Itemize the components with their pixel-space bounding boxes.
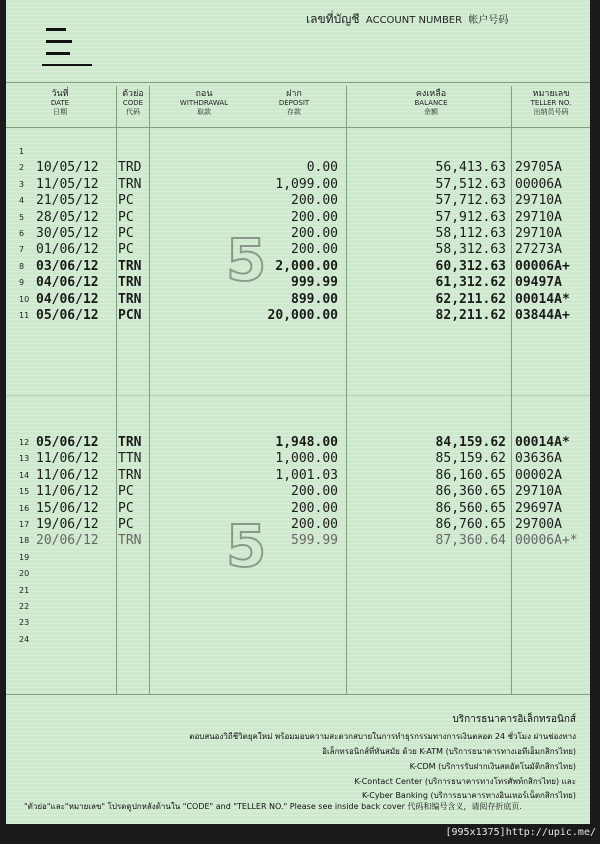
row-number: 14: [19, 470, 30, 480]
row-number: 6: [19, 229, 25, 238]
watermark-digit: 5: [226, 512, 267, 580]
transaction-date: 20/06/12: [36, 533, 99, 549]
transaction-balance: 57,712.63: [435, 193, 506, 209]
transaction-code: TRN: [118, 258, 142, 274]
transaction-balance: 86,360.65: [435, 484, 506, 500]
transaction-amount: 899.00: [291, 291, 338, 307]
transaction-teller-no: 29710A: [515, 226, 562, 241]
transaction-amount: 1,000.00: [275, 451, 338, 467]
row-number: 8: [19, 261, 25, 271]
row-number: 3: [19, 179, 25, 189]
row-number: 21: [19, 585, 30, 595]
transaction-balance: 62,211.62: [435, 291, 506, 307]
transaction-code: TRN: [118, 467, 142, 483]
transaction-amount: 200.00: [291, 226, 338, 241]
row-number: 9: [19, 278, 25, 288]
transaction-amount: 599.99: [291, 533, 338, 549]
transaction-code: TTN: [118, 451, 142, 467]
row-number: 10: [19, 294, 30, 304]
transaction-code: TRN: [118, 275, 142, 291]
row-number: 18: [19, 536, 30, 546]
header-top-rule: [6, 82, 590, 83]
header-deposit: ฝาก DEPOSIT 存款: [278, 89, 310, 116]
transaction-teller-no: 00006A+: [515, 258, 570, 274]
transaction-code: TRN: [118, 435, 142, 450]
transaction-date: 01/06/12: [36, 242, 99, 258]
row-number: 16: [19, 503, 30, 513]
header-code: ตัวย่อ CODE 代码: [122, 89, 144, 116]
transaction-teller-no: 27273A: [515, 242, 562, 258]
transaction-code: PC: [118, 484, 134, 500]
transaction-teller-no: 29700A: [515, 517, 562, 532]
transaction-amount: 1,099.00: [275, 176, 338, 192]
footer-title: บริการธนาคารอิเล็กทรอนิกส์: [452, 714, 576, 725]
transaction-date: 10/05/12: [36, 160, 99, 176]
row-number: 5: [19, 212, 25, 222]
row-number: 22: [19, 602, 30, 611]
transaction-amount: 200.00: [291, 517, 338, 532]
transaction-balance: 82,211.62: [435, 308, 506, 323]
table-bottom-rule: [6, 694, 590, 695]
passbook-page: [6, 0, 590, 824]
col-divider-balance: [511, 86, 512, 694]
transaction-date: 21/05/12: [36, 193, 99, 209]
transaction-amount: 200.00: [291, 193, 338, 209]
header-bottom-rule: [6, 127, 590, 128]
transaction-amount: 200.00: [291, 242, 338, 258]
row-number: 24: [19, 634, 30, 644]
transaction-code: PC: [118, 226, 134, 241]
transaction-balance: 61,312.62: [435, 275, 506, 291]
transaction-code: PCN: [118, 308, 142, 323]
transaction-balance: 56,413.63: [435, 160, 506, 176]
transaction-balance: 85,159.62: [435, 451, 506, 467]
image-tag: [995x1375]http://upic.me/: [445, 827, 596, 838]
transaction-balance: 86,760.65: [435, 517, 506, 532]
transaction-teller-no: 29710A: [515, 193, 562, 209]
transaction-amount: 1,948.00: [275, 435, 338, 450]
row-number: 15: [19, 487, 30, 497]
transaction-balance: 60,312.63: [435, 258, 506, 274]
page-fold-line: [6, 395, 590, 396]
col-divider-deposit: [346, 86, 347, 694]
footer-line: K-Contact Center (บริการธนาคารทางโทรศัพท์กสิกรไทย) และ: [354, 777, 576, 786]
header-teller-no: หมายเลข TELLER NO. 出纳员号码: [530, 89, 572, 116]
footer-line: K-CDM (บริการรับฝากเงินสดอัตโนมัติกสิกรไทย): [409, 762, 576, 771]
header-withdrawal: ถอน WITHDRAWAL 取款: [179, 89, 229, 116]
footer-line: K-Cyber Banking (บริการธนาคารทางอินเทอร์เน็ตกสิกรไทย): [362, 791, 576, 800]
transaction-teller-no: 29710A: [515, 209, 562, 225]
row-number: 19: [19, 552, 30, 562]
row-number: 13: [19, 454, 30, 464]
row-number: 17: [19, 520, 30, 529]
transaction-date: 11/06/12: [36, 467, 99, 483]
watermark-digit: 5: [226, 226, 267, 294]
transaction-date: 03/06/12: [36, 258, 99, 274]
transaction-date: 11/06/12: [36, 451, 99, 467]
col-divider-code: [149, 86, 150, 694]
transaction-code: PC: [118, 209, 134, 225]
transaction-date: 05/06/12: [36, 308, 99, 323]
transaction-balance: 58,312.63: [435, 242, 506, 258]
transaction-teller-no: 29697A: [515, 500, 562, 516]
transaction-teller-no: 03844A+: [515, 308, 570, 323]
col-divider-date: [116, 86, 117, 694]
transaction-date: 15/06/12: [36, 500, 99, 516]
transaction-teller-no: 09497A: [515, 275, 562, 291]
transaction-code: PC: [118, 193, 134, 209]
transaction-balance: 84,159.62: [435, 435, 506, 450]
transaction-date: 11/05/12: [36, 176, 99, 192]
transaction-amount: 200.00: [291, 500, 338, 516]
transaction-amount: 200.00: [291, 484, 338, 500]
transaction-teller-no: 00002A: [515, 467, 562, 483]
transaction-teller-no: 00006A: [515, 176, 562, 192]
transaction-amount: 999.99: [291, 275, 338, 291]
transaction-teller-no: 00014A*: [515, 291, 570, 307]
transaction-date: 28/05/12: [36, 209, 99, 225]
row-number: 2: [19, 163, 25, 173]
transaction-teller-no: 29710A: [515, 484, 562, 500]
transaction-balance: 86,160.65: [435, 467, 506, 483]
transaction-amount: 20,000.00: [267, 308, 338, 323]
row-number: 11: [19, 311, 30, 320]
row-number: 20: [19, 569, 30, 579]
transaction-teller-no: 03636A: [515, 451, 562, 467]
transaction-amount: 200.00: [291, 209, 338, 225]
transaction-code: PC: [118, 242, 134, 258]
transaction-teller-no: 29705A: [515, 160, 562, 176]
transaction-code: TRD: [118, 160, 142, 176]
transaction-balance: 87,360.64: [435, 533, 506, 549]
transaction-code: TRN: [118, 176, 142, 192]
transaction-amount: 0.00: [306, 160, 338, 176]
footer-line: ตอบสนองวิถีชีวิตยุคใหม่ พร้อมมอบความสะดวกสบายในการทำธุรกรรมทางการเงินตลอด 24 ชั่วโมง ผ่านช่องทาง: [189, 732, 576, 741]
transaction-amount: 1,001.03: [275, 467, 338, 483]
transaction-teller-no: 00006A+*: [515, 533, 578, 549]
row-number: 23: [19, 618, 30, 628]
row-number: 1: [19, 147, 25, 156]
footer-line: อิเล็กทรอนิกส์ที่ทันสมัย ด้วย K-ATM (บริการธนาคารทางเอทีเอ็มกสิกรไทย): [322, 747, 576, 756]
transaction-balance: 57,512.63: [435, 176, 506, 192]
row-number: 12: [19, 438, 30, 447]
transaction-balance: 57,912.63: [435, 209, 506, 225]
account-number-label: เลขที่บัญชี ACCOUNT NUMBER 帐户号码: [306, 12, 509, 26]
transaction-date: 05/06/12: [36, 435, 99, 450]
transaction-code: TRN: [118, 291, 142, 307]
transaction-code: PC: [118, 500, 134, 516]
transaction-amount: 2,000.00: [275, 258, 338, 274]
transaction-date: 11/06/12: [36, 484, 99, 500]
code-teller-note: "ตัวย่อ"และ"หมายเลข" โปรดดูปกหลังด้านใน "CODE" and "TELLER NO." Please see inside back cover 代码和编号含义，请阅存折底页.: [24, 802, 522, 811]
transaction-teller-no: 00014A*: [515, 435, 570, 450]
row-number: 4: [19, 196, 25, 206]
transaction-date: 19/06/12: [36, 517, 99, 532]
header-balance: คงเหลือ BALANCE 余额: [414, 89, 448, 116]
bank-logo-mark: [42, 26, 92, 68]
transaction-date: 30/05/12: [36, 226, 99, 241]
transaction-date: 04/06/12: [36, 275, 99, 291]
header-date: วันที่ DATE 日期: [50, 89, 70, 116]
transaction-balance: 58,112.63: [435, 226, 506, 241]
row-number: 7: [19, 245, 25, 255]
transaction-code: TRN: [118, 533, 142, 549]
transaction-code: PC: [118, 517, 134, 532]
transaction-balance: 86,560.65: [435, 500, 506, 516]
transaction-date: 04/06/12: [36, 291, 99, 307]
